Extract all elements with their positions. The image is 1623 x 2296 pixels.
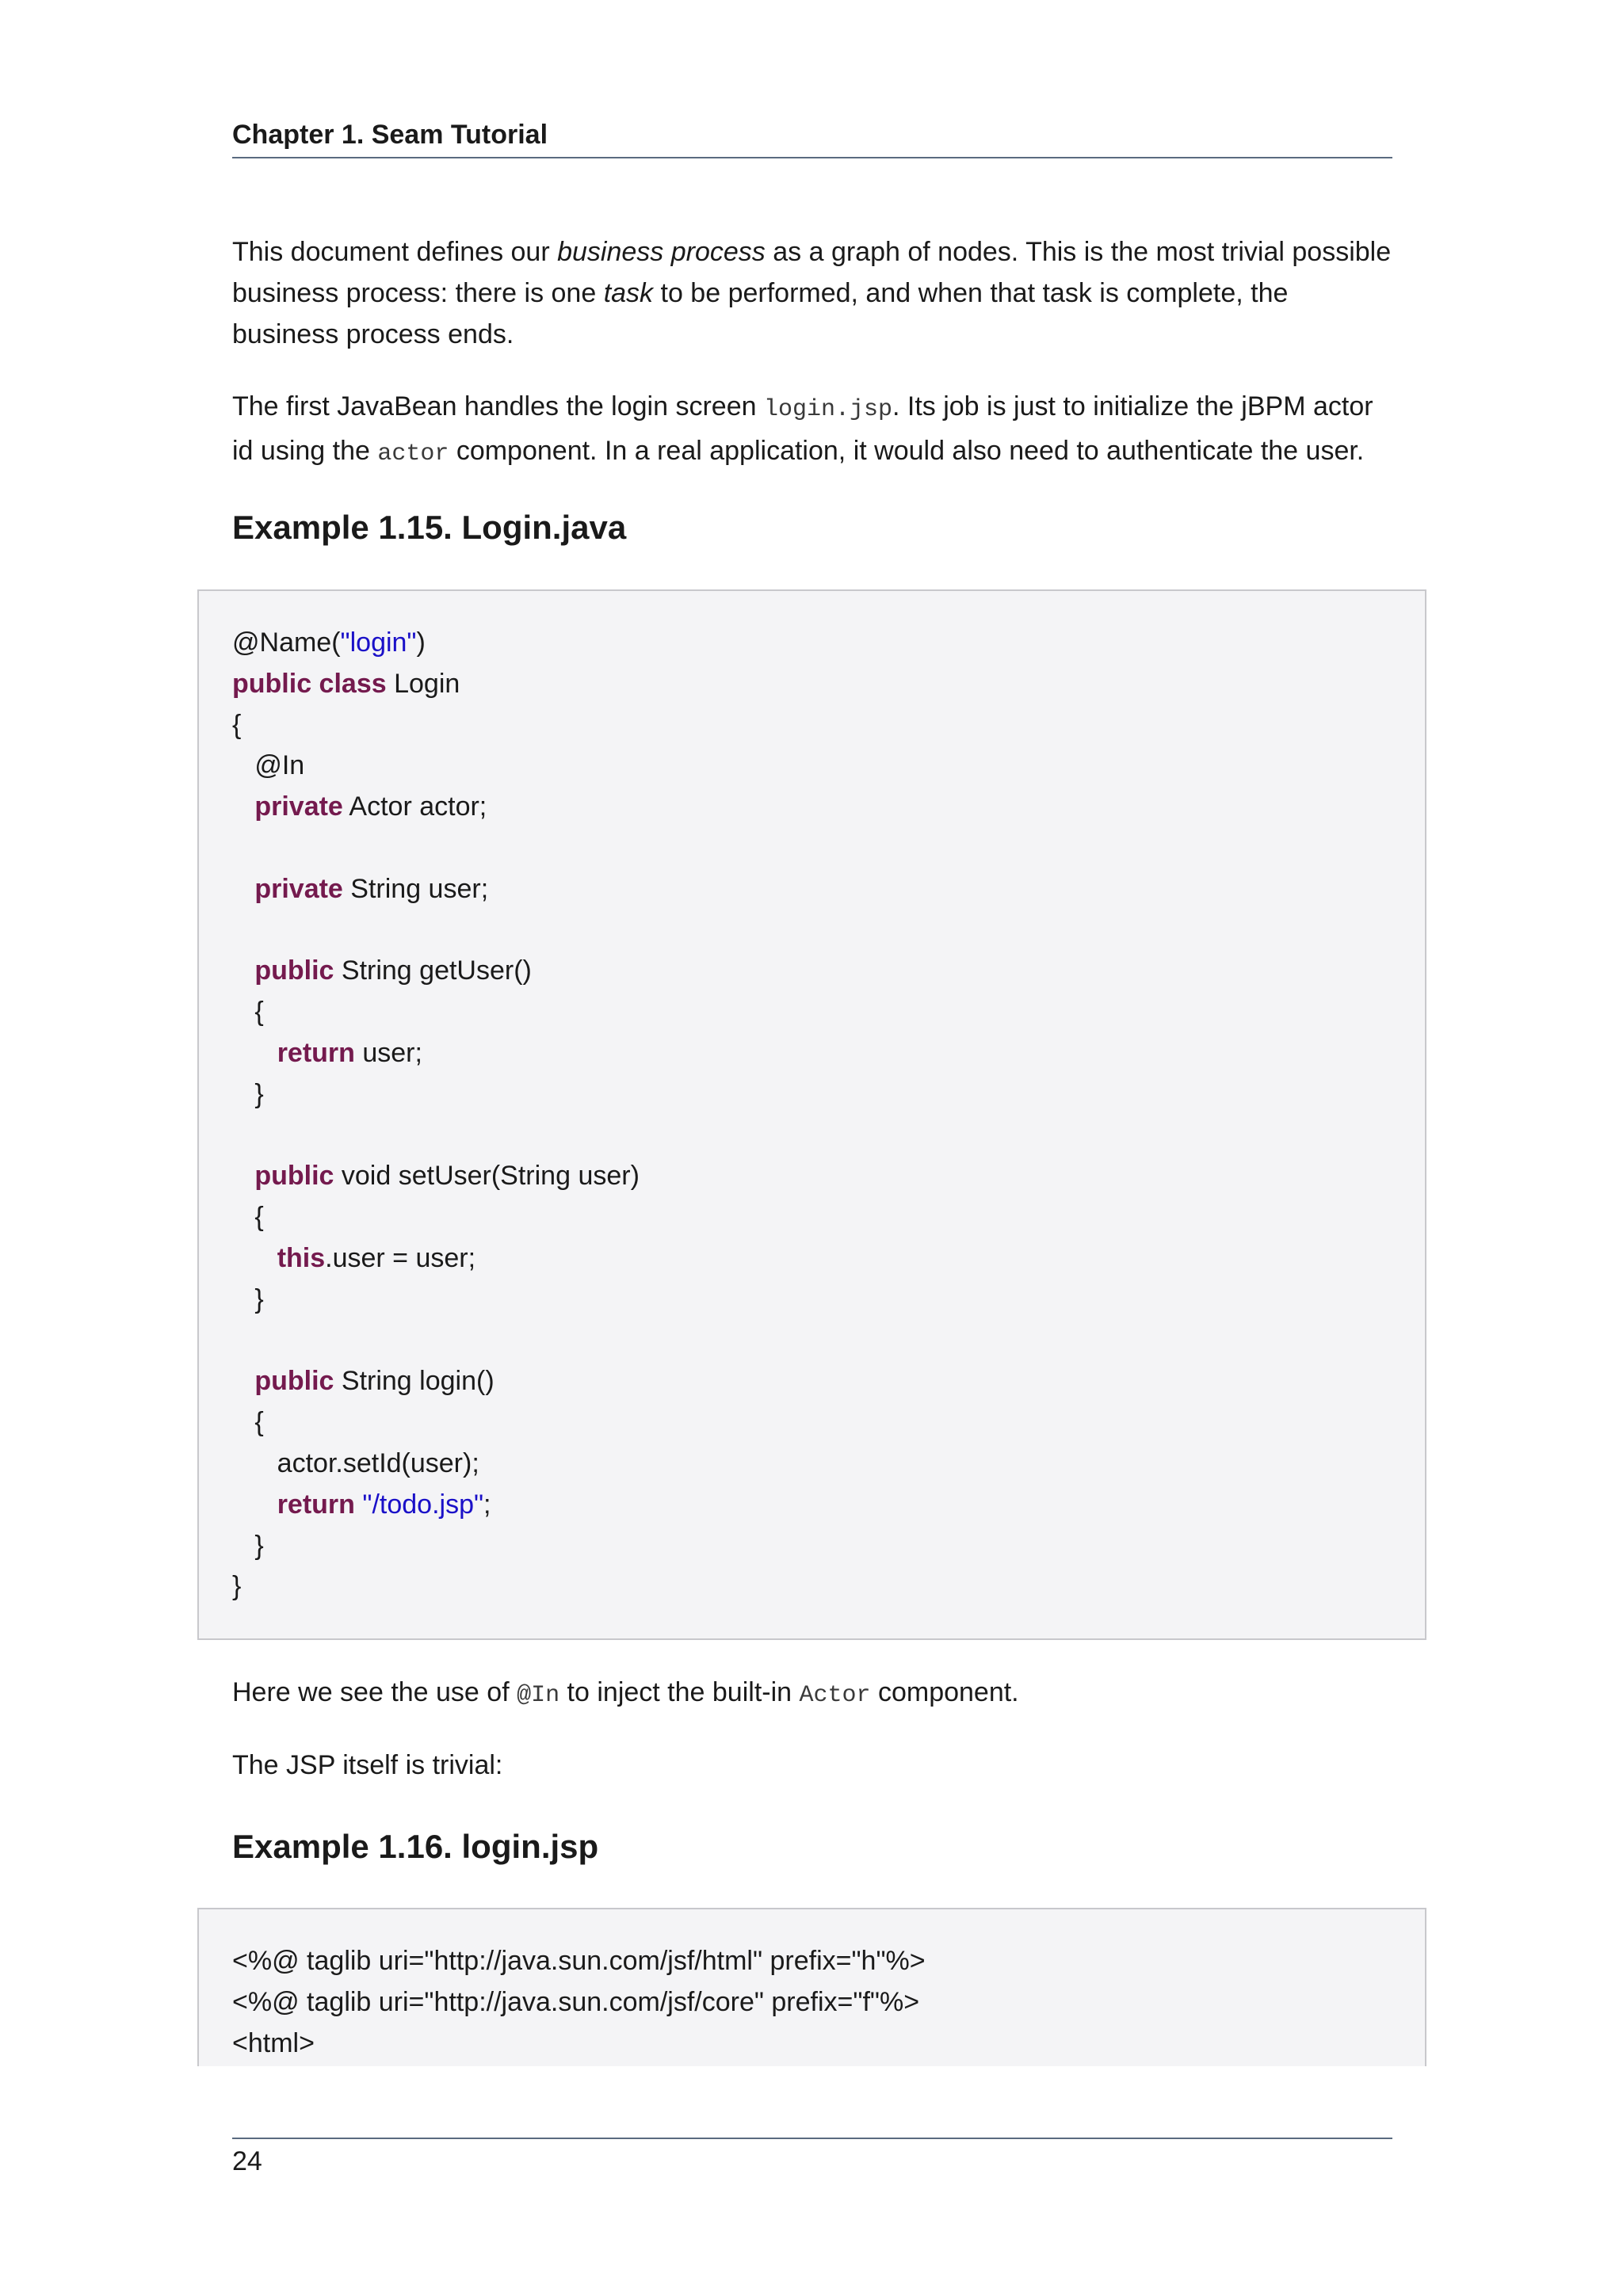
emphasis: task (603, 278, 654, 308)
code-text: @Name( (232, 627, 341, 658)
code-line: actor.setId(user); (232, 1447, 479, 1478)
code-line: } (232, 1530, 264, 1561)
code-text: void setUser(String user) (334, 1161, 640, 1192)
code-text: user; (354, 1037, 422, 1068)
code-keyword: private (254, 791, 343, 822)
code-text: String getUser() (334, 955, 532, 986)
code-keyword: public class (232, 668, 387, 699)
code-text: String login() (334, 1366, 495, 1397)
code-line: } (232, 1283, 264, 1314)
code-keyword: public (254, 1161, 334, 1192)
intro-paragraph-1 (232, 231, 1397, 355)
code-line-blank (232, 1116, 640, 1157)
code-line: { (232, 1407, 264, 1438)
intro-paragraph-2 (232, 386, 1397, 475)
text-run: This document defines our (232, 237, 558, 267)
code-text: Actor actor; (342, 791, 487, 822)
code-line (232, 951, 640, 992)
code-line-blank (232, 910, 640, 952)
text-run: . Its job is just to initialize the jBPM actor id using the (232, 391, 1373, 466)
code-line (232, 623, 640, 664)
inline-code: login.jsp (763, 396, 892, 423)
code-keyword: public (254, 1366, 334, 1397)
code-text: .user = user; (325, 1242, 476, 1273)
text-run: component. (870, 1677, 1019, 1707)
text-run: component. In a real application, it would also need to authenticate the user. (449, 436, 1365, 466)
text-run: as a graph of nodes. This is the most trivial possible business process: there is one (232, 237, 1392, 308)
code-keyword: public (254, 955, 334, 986)
code-line (232, 1033, 640, 1074)
code-text: ; (483, 1489, 491, 1520)
lead-in-paragraph: The JSP itself is trivial: (232, 1750, 503, 1780)
text-run: to be performed, and when that task is complete, the business process ends. (232, 278, 1289, 349)
code-line-blank (232, 828, 640, 869)
code-line (232, 1156, 640, 1197)
emphasis: business process (557, 237, 766, 267)
text-run: The first JavaBean handles the login screen (232, 391, 764, 421)
code-keyword: return (277, 1037, 355, 1068)
code-listing (197, 589, 1426, 1640)
code-keyword: this (277, 1242, 326, 1273)
code-line (232, 1361, 640, 1402)
code-keyword: private (254, 873, 343, 904)
example-title: Example 1.15. Login.java (232, 509, 627, 546)
code-line: } (232, 1571, 242, 1602)
text-run: Here we see the use of (232, 1677, 517, 1707)
code-line: } (232, 1078, 264, 1109)
code-line: <%@ taglib uri="http://java.sun.com/jsf/core" prefix="f"%> (232, 1986, 920, 2017)
code-line: <%@ taglib uri="http://java.sun.com/jsf/html" prefix="h"%> (232, 1946, 926, 1976)
inline-code: Actor (799, 1682, 871, 1709)
code-line-blank (232, 1321, 640, 1362)
code-line: { (232, 997, 264, 1028)
code-line: <html> (232, 2027, 315, 2058)
code-lines (232, 1941, 926, 2064)
text-run: to inject the built-in (559, 1677, 800, 1707)
code-listing (197, 1908, 1426, 2066)
code-line (232, 869, 640, 910)
code-line (232, 787, 640, 828)
code-lines (232, 623, 640, 1608)
code-line (232, 1485, 640, 1526)
code-text: Login (386, 668, 460, 699)
code-line (232, 664, 640, 705)
code-line: { (232, 709, 242, 740)
code-line: @In (232, 750, 305, 781)
example-title: Example 1.16. login.jsp (232, 1828, 599, 1865)
footer-rule (232, 2138, 1392, 2139)
code-string: "/todo.jsp" (362, 1489, 484, 1520)
inline-code: actor (377, 441, 449, 467)
code-line: { (232, 1202, 264, 1233)
running-header: Chapter 1. Seam Tutorial (232, 116, 1392, 158)
code-line (232, 1238, 640, 1280)
code-text: String user; (342, 873, 489, 904)
code-text: ) (416, 627, 426, 658)
code-keyword: return (277, 1489, 355, 1520)
code-string: "login" (340, 627, 417, 658)
inline-code: @In (517, 1682, 560, 1709)
page-number: 24 (232, 2146, 262, 2176)
explanation-paragraph (232, 1672, 1397, 1716)
